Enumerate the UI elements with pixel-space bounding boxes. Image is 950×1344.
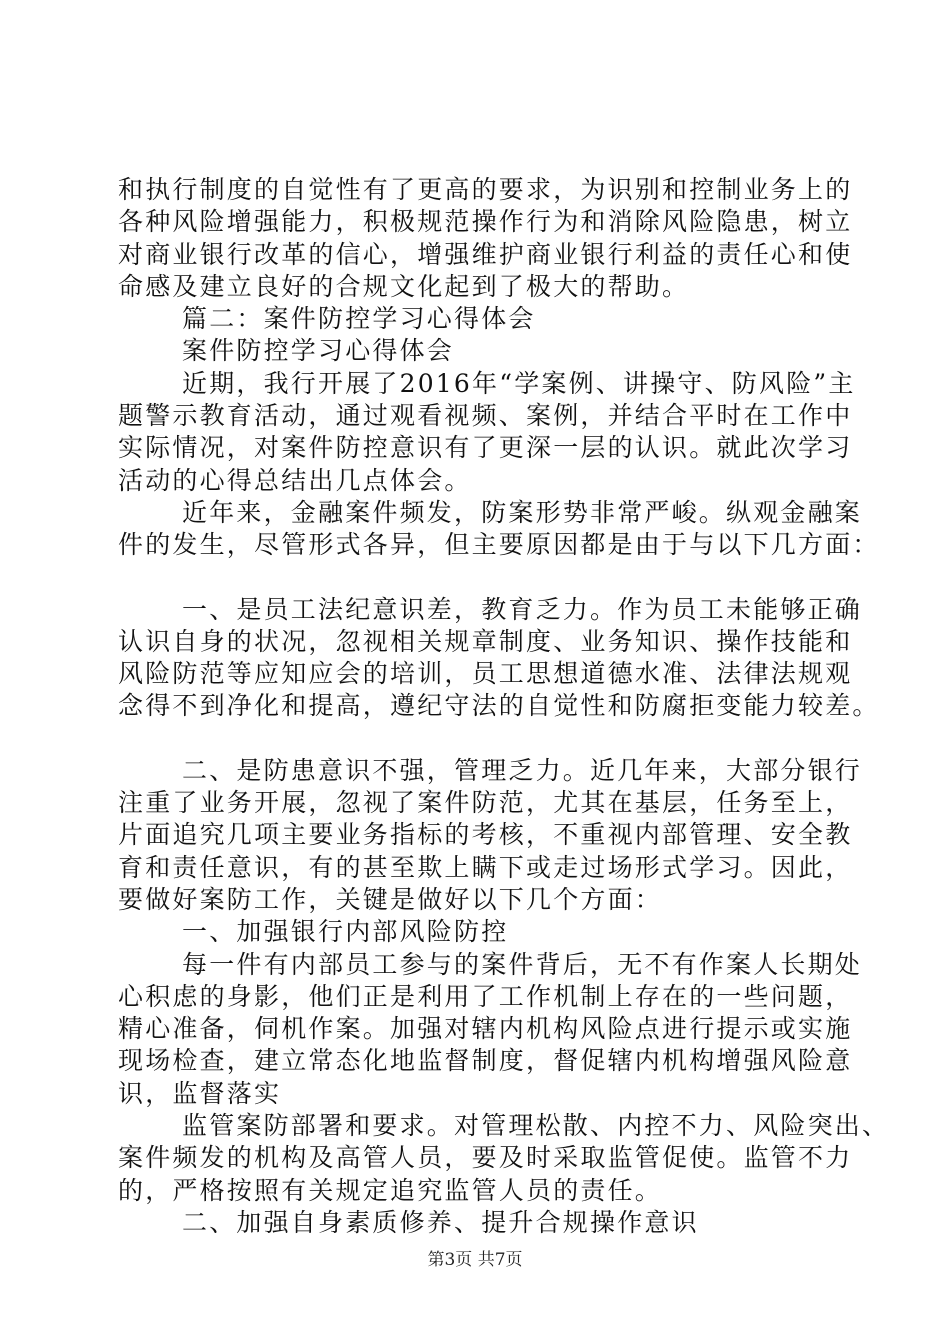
text-line: 风险防范等应知应会的培训，员工思想道德水准、法律法规观 (118, 659, 853, 689)
text-line: 题警示教育活动，通过观看视频、案例，并结合平时在工作中 (118, 401, 853, 431)
text-line: 活动的心得总结出几点体会。 (118, 465, 472, 495)
text-line: 各种风险增强能力，积极规范操作行为和消除风险隐患，树立 (118, 207, 853, 237)
text-line: 一、是员工法纪意识差，教育乏力。作为员工未能够正确 (182, 594, 863, 624)
document-body (118, 174, 890, 1239)
subheading: 一、加强银行内部风险防控 (182, 917, 509, 947)
text-line: 和执行制度的自觉性有了更高的要求，为识别和控制业务上的 (118, 175, 853, 204)
text-line: 育和责任意识，有的甚至欺上瞒下或走过场形式学习。因此， (118, 852, 853, 882)
text-line: 认识自身的状况，忽视相关规章制度、业务知识、操作技能和 (118, 626, 853, 656)
text-line: 精心准备，伺机作案。加强对辖内机构风险点进行提示或实施 (118, 1014, 853, 1044)
page-number: 第3页 共7页 (427, 1250, 523, 1270)
text-line: 件的发生，尽管形式各异，但主要原因都是由于与以下几方面： (118, 530, 880, 560)
section-heading: 篇二：案件防控学习心得体会 (182, 304, 536, 334)
text-line: 念得不到净化和提高，遵纪守法的自觉性和防腐拒变能力较差。 (118, 691, 880, 721)
text-line: 二、是防患意识不强，管理乏力。近几年来，大部分银行 (182, 755, 863, 785)
paragraph-gap (118, 562, 853, 594)
text-line: 注重了业务开展，忽视了案件防范，尤其在基层，任务至上， (118, 788, 853, 818)
text-line: 每一件有内部员工参与的案件背后，无不有作案人长期处 (182, 949, 863, 979)
paragraph-gap (118, 723, 853, 755)
text-line: 片面追究几项主要业务指标的考核，不重视内部管理、安全教 (118, 820, 853, 850)
text-line: 实际情况，对案件防控意识有了更深一层的认识。就此次学习 (118, 433, 853, 463)
text-line: 命感及建立良好的合规文化起到了极大的帮助。 (118, 271, 690, 301)
subheading: 二、加强自身素质修养、提升合规操作意识 (182, 1207, 699, 1237)
text-line: 心积虑的身影，他们正是利用了工作机制上存在的一些问题， (118, 981, 853, 1011)
text-line: 近年来，金融案件频发，防案形势非常严峻。纵观金融案 (182, 497, 863, 527)
text-line: 现场检查，建立常态化地监督制度，督促辖内机构增强风险意 (118, 1046, 853, 1076)
text-line: 要做好案防工作，关键是做好以下几个方面： (118, 884, 663, 914)
text-line: 监管案防部署和要求。对管理松散、内控不力、风险突出、 (182, 1111, 890, 1141)
text-line: 识，监督落实 (118, 1078, 282, 1108)
text-line: 近期，我行开展了2016年“学案例、讲操守、防风险”主 (182, 368, 856, 398)
article-title: 案件防控学习心得体会 (182, 336, 455, 366)
text-line: 的，严格按照有关规定追究监管人员的责任。 (118, 1175, 663, 1205)
text-line: 案件频发的机构及高管人员，要及时采取监管促使。监管不力 (118, 1143, 853, 1173)
text-line: 对商业银行改革的信心，增强维护商业银行利益的责任心和使 (118, 239, 853, 269)
